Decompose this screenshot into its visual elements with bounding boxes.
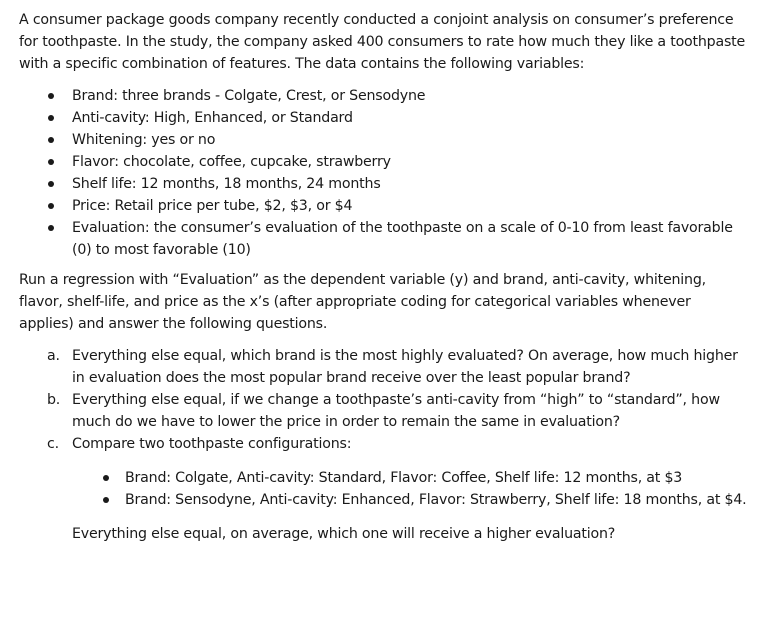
configuration-item: Brand: Sensodyne, Anti-cavity: Enhanced, Flavor: Strawberry, Shelf life: 18 months, at $4. bbox=[72, 489, 749, 511]
variable-list bbox=[19, 85, 749, 261]
intro-paragraph: A consumer package goods company recently conducted a conjoint analysis on consumer’s preference for toothpaste. In the study, the company asked 400 consumers to rate how much they like a toothpaste with a specific combination of features. The data contains the following variables: bbox=[19, 12, 746, 72]
variable-item-whitening: Whitening: yes or no bbox=[19, 129, 749, 151]
question-text: Everything else equal, if we change a toothpaste’s anti-cavity from “high” to “standard”, how much do we have to lower the price in order to remain the same in evaluation? bbox=[72, 392, 720, 430]
configuration-list bbox=[72, 467, 749, 511]
question-list bbox=[19, 345, 749, 545]
question-marker: b. bbox=[47, 392, 61, 408]
variable-item-price: Price: Retail price per tube, $2, $3, or $4 bbox=[19, 195, 749, 217]
question-marker: a. bbox=[47, 348, 60, 364]
question-text: Everything else equal, which brand is the most highly evaluated? On average, how much higher in evaluation does the most popular brand receive over the least popular brand? bbox=[72, 348, 738, 386]
question-marker: c. bbox=[47, 436, 59, 452]
variable-item-shelf-life: Shelf life: 12 months, 18 months, 24 months bbox=[19, 173, 749, 195]
question-b bbox=[19, 389, 749, 433]
question-text: Compare two toothpaste configurations: bbox=[72, 436, 352, 452]
final-question: Everything else equal, on average, which one will receive a higher evaluation? bbox=[72, 526, 616, 542]
variable-item-brand: Brand: three brands - Colgate, Crest, or Sensodyne bbox=[19, 85, 749, 107]
instruction-paragraph: Run a regression with “Evaluation” as the dependent variable (y) and brand, anti-cavity, whitening, flavor, shelf-life, and price as the x’s (after appropriate coding for categorical variables whenever applies) and answer the following questions. bbox=[19, 272, 706, 332]
variable-item-anti-cavity: Anti-cavity: High, Enhanced, or Standard bbox=[19, 107, 749, 129]
question-a bbox=[19, 345, 749, 389]
question-c bbox=[19, 433, 749, 545]
variable-item-evaluation: Evaluation: the consumer’s evaluation of the toothpaste on a scale of 0-10 from least favorable (0) to most favorable (10) bbox=[19, 217, 749, 261]
configuration-item: Brand: Colgate, Anti-cavity: Standard, Flavor: Coffee, Shelf life: 12 months, at $3 bbox=[72, 467, 749, 489]
variable-item-flavor: Flavor: chocolate, coffee, cupcake, strawberry bbox=[19, 151, 749, 173]
